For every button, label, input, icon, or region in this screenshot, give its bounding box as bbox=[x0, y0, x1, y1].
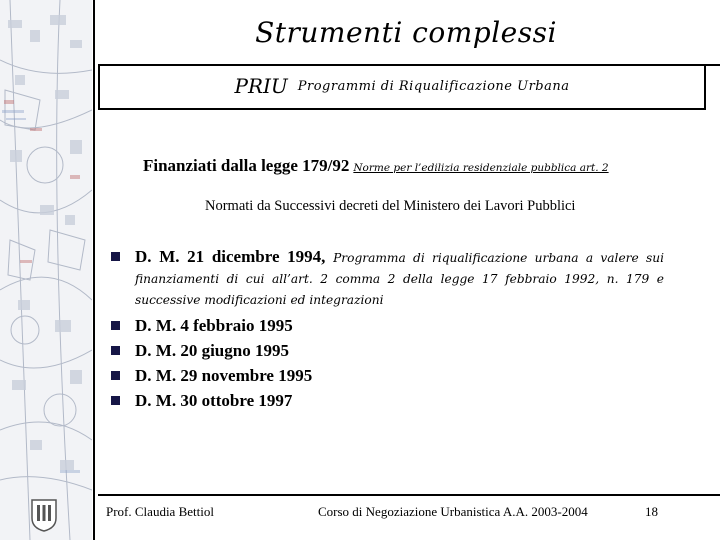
decree-title: D. M. 4 febbraio 1995 bbox=[135, 316, 293, 335]
bullet-square-icon bbox=[111, 371, 120, 380]
footer-divider bbox=[98, 494, 720, 496]
decree-description: Programma di riqualificazione urbana a valere sui finanziamenti di cui all’art. 2 comma 2 della legge 17 febbraio 1992, n. 179 e successive modificazioni ed integrazioni bbox=[135, 251, 664, 307]
priu-acronym: PRIU bbox=[234, 74, 288, 98]
bullet-square-icon bbox=[111, 396, 120, 405]
list-item bbox=[108, 365, 664, 390]
priu-box bbox=[98, 64, 706, 110]
bullet-square-icon bbox=[111, 321, 120, 330]
bullet-square-icon bbox=[111, 252, 120, 261]
footer-course: Corso di Negoziazione Urbanistica A.A. 2003-2004 bbox=[318, 504, 588, 519]
footer-author: Prof. Claudia Bettiol bbox=[106, 504, 214, 519]
bullet-square-icon bbox=[111, 346, 120, 355]
decree-title: D. M. 29 novembre 1995 bbox=[135, 366, 313, 385]
list-item bbox=[108, 246, 664, 311]
page-number: 18 bbox=[645, 504, 658, 519]
decree-list bbox=[108, 246, 664, 415]
decree-title: D. M. 21 dicembre 1994, bbox=[135, 247, 334, 266]
priu-full-name: Programmi di Riqualificazione Urbana bbox=[297, 78, 570, 94]
financing-law: Finanziati dalla legge 179/92 bbox=[143, 156, 350, 175]
decree-title: D. M. 20 giugno 1995 bbox=[135, 341, 289, 360]
map-background bbox=[0, 0, 92, 540]
regulation-line: Normati da Successivi decreti del Ministero dei Lavori Pubblici bbox=[205, 198, 576, 214]
list-item bbox=[108, 340, 664, 365]
decree-title: D. M. 30 ottobre 1997 bbox=[135, 391, 293, 410]
financing-note: Norme per l’edilizia residenziale pubblica art. 2 bbox=[353, 162, 609, 174]
decree-1-text bbox=[135, 246, 664, 311]
left-vertical-rule bbox=[93, 0, 95, 540]
university-logo-icon bbox=[30, 498, 58, 532]
list-item bbox=[108, 390, 664, 415]
map-illustration bbox=[0, 0, 92, 540]
financing-line bbox=[143, 156, 609, 176]
list-item bbox=[108, 315, 664, 340]
slide-title: Strumenti complessi bbox=[255, 16, 557, 49]
